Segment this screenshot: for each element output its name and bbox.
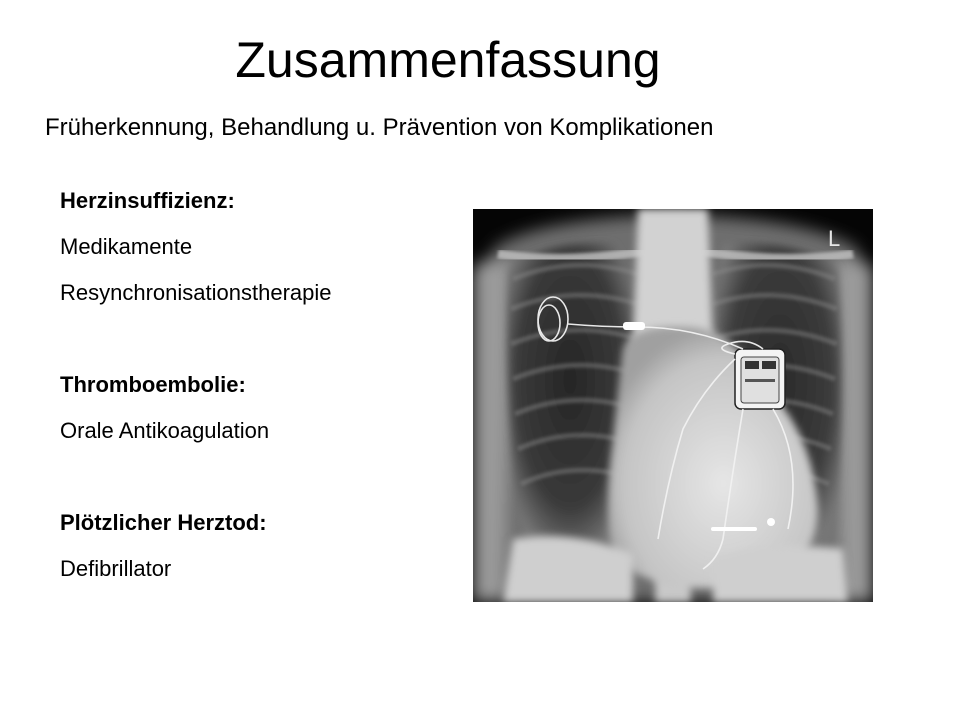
chest-xray-image	[473, 209, 873, 602]
item-medikamente: Medikamente	[60, 234, 193, 259]
heading-herzinsuffizienz: Herzinsuffizienz:	[60, 188, 235, 213]
heading-thromboembolie: Thromboembolie:	[60, 372, 246, 397]
device-generator	[735, 349, 785, 409]
spacer	[60, 316, 460, 362]
item-orale-antikoagulation: Orale Antikoagulation	[60, 418, 270, 443]
slide-subtitle: Früherkennung, Behandlung u. Prävention von Komplikationen	[45, 114, 714, 141]
xray-marker-label: L	[828, 226, 841, 251]
item-defibrillator: Defibrillator	[60, 556, 172, 581]
slide-title: Zusammenfassung	[235, 32, 661, 88]
content-list	[60, 178, 460, 592]
item-resynchronisationstherapie: Resynchronisationstherapie	[60, 280, 332, 305]
heading-ploetzlicher-herztod: Plötzlicher Herztod:	[60, 510, 267, 535]
spacer	[60, 454, 460, 500]
